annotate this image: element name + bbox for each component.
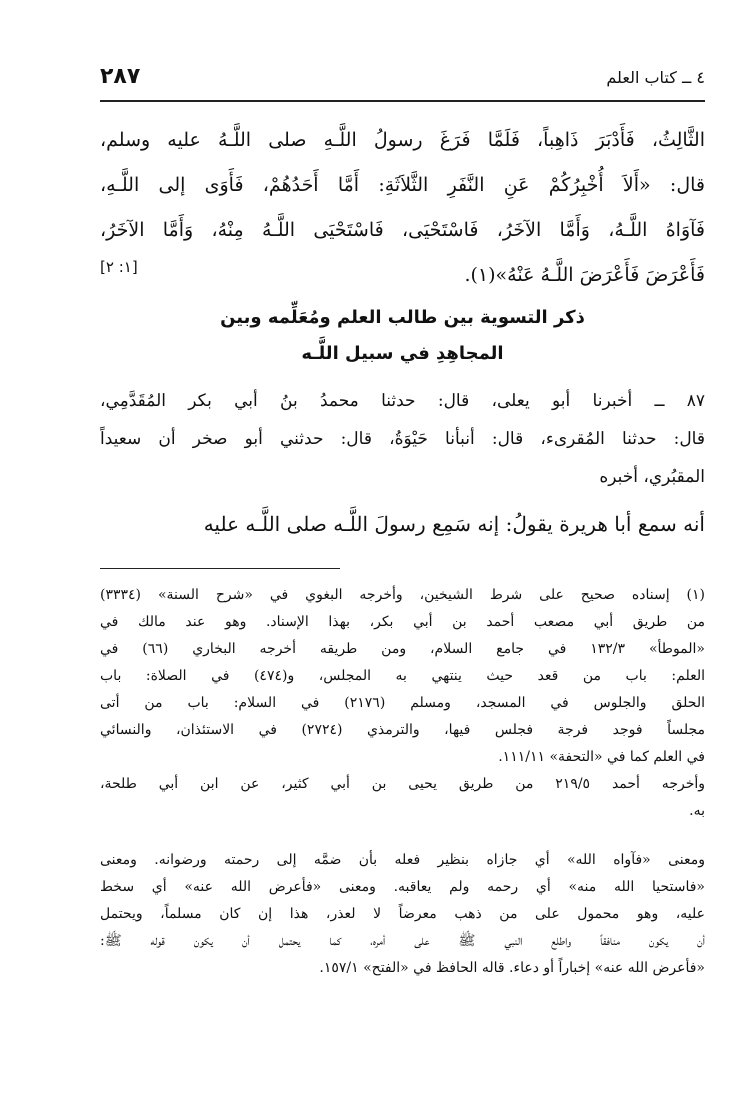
footnote-divider: [100, 568, 340, 569]
footnote-line: العلم: باب من قعد حيث ينتهي به المجلس، و(٤٧٤) في الصلاة: باب: [100, 668, 705, 684]
footnote-line: مجلساً فوجد فرجة فجلس فيها، والترمذي (٢٧٢٤) في الاستئذان، والنسائي: [100, 722, 705, 738]
footnote-line: (١) إسناده صحيح على شرط الشيخين، وأخرجه البغوي في «شرح السنة» (٣٣٣٤): [100, 587, 705, 603]
chapter-heading-line: ذكر التسوية بين طالب العلم ومُعَلِّمه وبين: [220, 307, 585, 328]
text-line: ٨٧ ــ أخبرنا أبو يعلى، قال: حدثنا محمدُ بنُ أبي بكر المُقَدَّمِي،: [100, 391, 705, 411]
footnote-spacer: [100, 825, 705, 847]
footnote-line: عليه، وهو محمول على من ذهب معرضاً لا لعذر، هذا إن كان مسلماً، ويحتمل: [100, 906, 705, 922]
header-divider: [100, 100, 705, 102]
footnote-line: وأخرجه أحمد ٢١٩/٥ من طريق يحيى بن أبي كثير، عن ابن أبي طلحة،: [100, 776, 706, 792]
page-header: [100, 62, 705, 98]
footnote-line: به.: [689, 803, 705, 819]
chapter-heading-line: المجاهِدِ في سبيل اللَّـه: [301, 343, 504, 364]
chapter-heading: [100, 300, 705, 372]
text-line: قال: حدثنا المُقرىء، قال: أنبأنا حَيْوَةُ، قال: حدثني أبو صخر أن سعيداً: [100, 429, 705, 449]
footnote-line: الحلق والجلوس في المسجد، ومسلم (٢١٧٦) في السلام: باب من أتى: [100, 695, 705, 711]
text-line: قال: «أَلاَ أُخْبِرُكُمْ عَنِ النَّفَرِ الثَّلاَثَةِ: أَمَّا أَحَدُهُمْ، فَأَوَى إلى اللَّـهِ،: [100, 174, 705, 196]
footnote-line: «فأعرض الله عنه» إخباراً أو دعاء. قاله الحافظ في «الفتح» ١٥٧/١.: [319, 960, 705, 976]
footnote-line: «الموطأ» ١٣٢/٣ في جامع السلام، ومن طريقه أخرجه البخاري (٦٦) في: [100, 641, 705, 657]
hadith-87: [100, 382, 705, 496]
hadith-matn-line: أنه سمع أبا هريرة يقولُ: إنه سَمِع رسولَ اللَّـه صلى اللَّـه عليه: [203, 512, 705, 536]
page-number: ٢٨٧: [100, 64, 141, 89]
footnote-line: من طريق أبي مصعب أحمد بن أبي بكر، بهذا الإسناد. وهو عند مالك في: [100, 614, 705, 630]
text-line: فَآوَاهُ اللَّـهُ، وَأَمَّا الآخَرُ، فَاسْتَحْيَى، فَاسْتَحْيَى اللَّـهُ مِنْهُ، وَأَمَّا الآخَرُ،: [100, 219, 705, 241]
footnote-line: في العلم كما في «التحفة» ١١١/١١.: [498, 749, 705, 765]
text-line: فَأَعْرَضَ فَأَعْرَضَ اللَّـهُ عَنْهُ»(١).: [464, 264, 705, 286]
hadith-continuation: [100, 118, 705, 298]
footnotes: [100, 582, 705, 982]
text-line: الثَّالِثُ، فَأَدْبَرَ ذَاهِباً، فَلَمَّا فَرَغَ رسولُ اللَّـهِ صلى اللَّـهُ عليه وسلم،: [100, 129, 705, 151]
footnote-line: «فاستحيا الله منه» أي رحمه ولم يعاقبه. ومعنى «فأعرض الله عنه» أي سخط: [100, 879, 705, 895]
cross-reference: [١: ٢]: [100, 258, 138, 276]
footnote-line: أن يكون منافقاً واطلع النبي ﷺ على أمره، كما يحتمل أن يكون قوله ﷺ:: [100, 933, 705, 949]
footnote-line: ومعنى «فآواه الله» أي جازاه بنظير فعله بأن ضمَّه إلى رحمته ورضوانه. ومعنى: [100, 852, 705, 868]
running-title: ٤ ــ كتاب العلم: [606, 68, 705, 87]
text-line: المقبُري، أخبره: [599, 467, 705, 487]
